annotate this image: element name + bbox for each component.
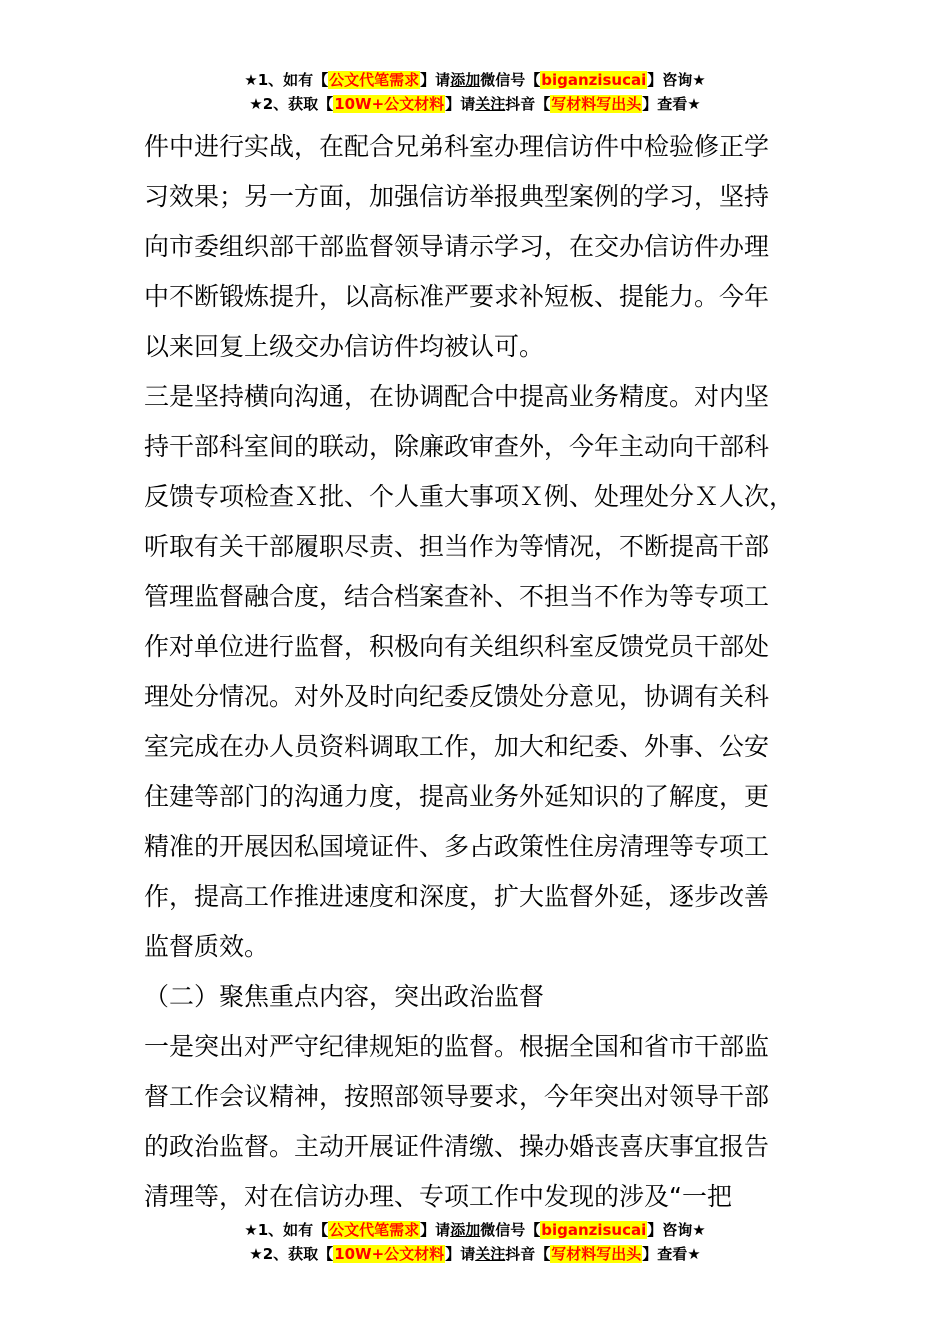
document-body <box>144 122 808 1222</box>
header-banner <box>0 68 950 116</box>
banner-line-1: ★1、如有【公文代笔需求】请添加微信号【biganzisucai】咨询★ <box>244 71 706 89</box>
banner-highlight: 公文代笔需求 <box>329 71 420 89</box>
banner-line-2: ★2、获取【10W+公文材料】请关注抖音【写材料写出头】查看★ <box>249 95 701 113</box>
banner-line-2: ★2、获取【10W+公文材料】请关注抖音【写材料写出头】查看★ <box>249 1245 701 1263</box>
banner-line-1: ★1、如有【公文代笔需求】请添加微信号【biganzisucai】咨询★ <box>244 1221 706 1239</box>
banner-highlight: 公文代笔需求 <box>329 1221 420 1239</box>
paragraph-3: 一是突出对严守纪律规矩的监督。根据全国和省市干部监 督工作会议精神，按照部领导要求，今年突出对领导干部 的政治监督。主动开展证件清缴、操办婚丧喜庆事宜报告 清理等，对在信访办理、专项工作中发现的涉及“一把 <box>144 1032 770 1211</box>
section-heading: （二）聚焦重点内容，突出政治监督 <box>144 982 545 1011</box>
footer-banner <box>0 1218 950 1266</box>
banner-highlight: 10W+公文材料 <box>334 1245 445 1263</box>
paragraph-2: 三是坚持横向沟通，在协调配合中提高业务精度。对内坚 持干部科室间的联动，除廉政审查外，今年主动向干部科 反馈专项检查Ｘ批、个人重大事项Ｘ例、处理处分Ｘ人次， 听取有关干部履职尽责、担当作为等情况，不断提高干部 管理监督融合度，结合档案查补、不担当不作为等专项工 作对单位进行监督，积极向有关组织科室反馈党员干部处 理处分情况。对外及时向纪委反馈处分意见，协调有关科 室完成在办人员资料调取工作，加大和纪委、外事、公安 住建等部门的沟通力度，提高业务外延知识的了解度，更 精准的开展因私国境证件、多占政策性住房清理等专项工 作，提高工作推进速度和深度，扩大监督外延，逐步改善 监督质效。 <box>144 382 795 961</box>
paragraph-1: 件中进行实战，在配合兄弟科室办理信访件中检验修正学 习效果；另一方面，加强信访举报典型案例的学习，坚持 向市委组织部干部监督领导请示学习，在交办信访件办理 中不断锻炼提升，以高标准严要求补短板、提能力。今年 以来回复上级交办信访件均被认可。 <box>144 132 770 361</box>
banner-highlight: 10W+公文材料 <box>334 95 445 113</box>
banner-highlight: 写材料写出头 <box>551 1245 642 1263</box>
banner-highlight: biganzisucai <box>541 1221 647 1239</box>
banner-highlight: 写材料写出头 <box>551 95 642 113</box>
banner-highlight: biganzisucai <box>541 71 647 89</box>
